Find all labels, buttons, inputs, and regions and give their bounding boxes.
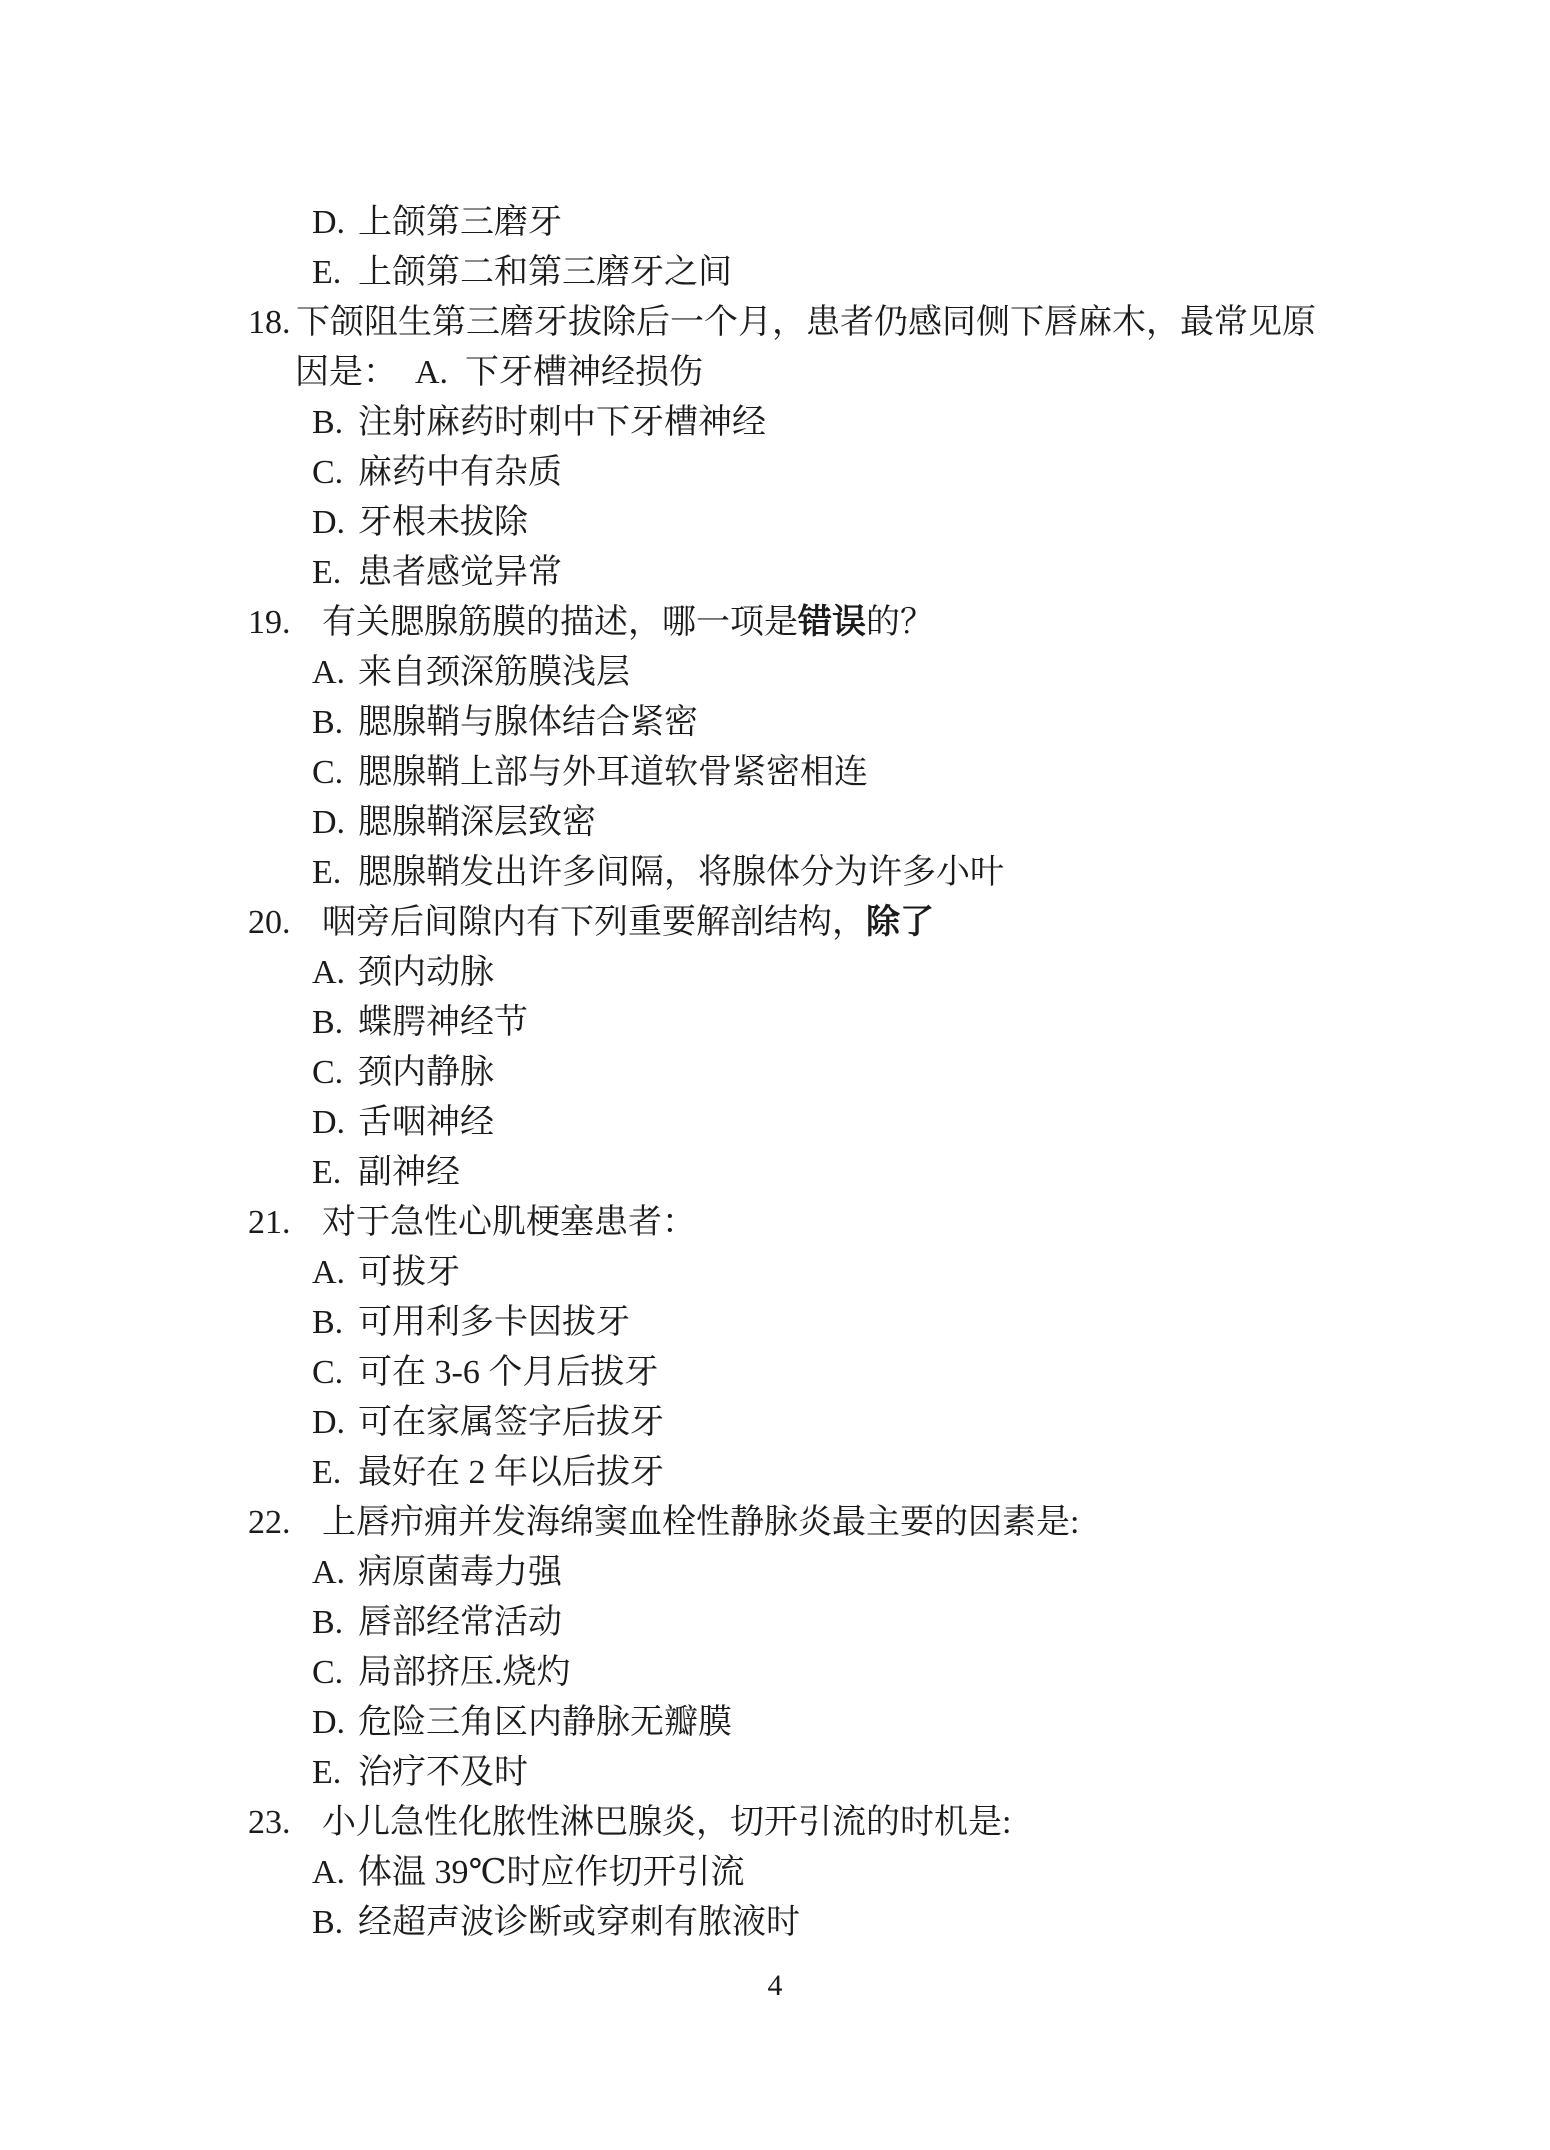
option-line	[0, 1898, 1550, 1948]
question-text: 咽旁后间隙内有下列重要解剖结构，	[322, 904, 866, 941]
option-text: 可拔牙	[358, 1254, 460, 1291]
option-letter: D.	[312, 504, 346, 541]
option-text: 麻药中有杂质	[358, 454, 562, 491]
question-text: 小儿急性化脓性淋巴腺炎，切开引流的时机是:	[322, 1804, 1012, 1841]
option-line	[0, 448, 1550, 498]
option-letter: A.	[312, 954, 346, 991]
option-line	[0, 498, 1550, 548]
option-line	[0, 998, 1550, 1048]
question-text: 下颌阻生第三磨牙拔除后一个月，患者仍感同侧下唇麻木，最常见原	[296, 304, 1316, 341]
option-line	[0, 1298, 1550, 1348]
option-letter: C.	[312, 454, 344, 491]
option-line	[0, 748, 1550, 798]
question-line	[0, 298, 1550, 348]
option-text: 可在 3-6 个月后拔牙	[358, 1354, 659, 1391]
option-text: 上颌第三磨牙	[358, 204, 562, 241]
option-letter: E.	[312, 1154, 342, 1191]
option-letter: C.	[312, 1354, 344, 1391]
question-text: 对于急性心肌梗塞患者：	[322, 1204, 696, 1241]
question-line	[0, 1498, 1550, 1548]
option-letter: A.	[415, 354, 449, 391]
option-text: 可在家属签字后拔牙	[358, 1404, 664, 1441]
option-letter: D.	[312, 1704, 346, 1741]
question-number: 18.	[248, 304, 291, 341]
question-text: 错误	[798, 604, 866, 641]
question-text: 除了	[866, 904, 934, 941]
continuation-line	[0, 348, 1550, 398]
option-text: 下牙槽神经损伤	[465, 354, 703, 391]
question-line	[0, 898, 1550, 948]
option-letter: C.	[312, 754, 344, 791]
option-line	[0, 648, 1550, 698]
option-letter: B.	[312, 404, 344, 441]
option-letter: E.	[312, 1754, 342, 1791]
option-line	[0, 198, 1550, 248]
option-letter: B.	[312, 704, 344, 741]
option-text: 唇部经常活动	[358, 1604, 562, 1641]
option-line	[0, 398, 1550, 448]
option-line	[0, 948, 1550, 998]
option-letter: D.	[312, 204, 346, 241]
option-line	[0, 1848, 1550, 1898]
option-text: 可用利多卡因拔牙	[358, 1304, 630, 1341]
option-line	[0, 798, 1550, 848]
option-line	[0, 1598, 1550, 1648]
option-text: 上颌第二和第三磨牙之间	[358, 254, 732, 291]
option-letter: E.	[312, 1454, 342, 1491]
question-number: 20.	[248, 904, 291, 941]
option-text: 病原菌毒力强	[358, 1554, 562, 1591]
option-letter: E.	[312, 554, 342, 591]
option-text: 来自颈深筋膜浅层	[358, 654, 630, 691]
option-text: 体温 39℃时应作切开引流	[358, 1854, 745, 1891]
option-text: 治疗不及时	[358, 1754, 528, 1791]
option-text: 患者感觉异常	[358, 554, 562, 591]
option-letter: B.	[312, 1604, 344, 1641]
question-list	[0, 198, 1550, 1948]
option-text: 副神经	[358, 1154, 460, 1191]
question-number: 21.	[248, 1204, 291, 1241]
question-number: 19.	[248, 604, 291, 641]
option-letter: D.	[312, 1104, 346, 1141]
question-line	[0, 598, 1550, 648]
option-text: 腮腺鞘与腺体结合紧密	[358, 704, 698, 741]
question-text: 上唇疖痈并发海绵窦血栓性静脉炎最主要的因素是:	[322, 1504, 1080, 1541]
option-letter: C.	[312, 1654, 344, 1691]
option-line	[0, 1398, 1550, 1448]
option-line	[0, 698, 1550, 748]
option-letter: C.	[312, 1054, 344, 1091]
option-text: 腮腺鞘上部与外耳道软骨紧密相连	[358, 754, 868, 791]
question-number: 22.	[248, 1504, 291, 1541]
option-line	[0, 248, 1550, 298]
page-number: 4	[767, 1969, 783, 2002]
option-text: 舌咽神经	[358, 1104, 494, 1141]
option-letter: D.	[312, 1404, 346, 1441]
question-line	[0, 1198, 1550, 1248]
option-letter: E.	[312, 254, 342, 291]
option-text: 颈内动脉	[358, 954, 494, 991]
option-letter: E.	[312, 854, 342, 891]
option-letter: A.	[312, 1254, 346, 1291]
option-line	[0, 1698, 1550, 1748]
option-letter: B.	[312, 1904, 344, 1941]
continuation-label: 因是：	[295, 354, 397, 391]
option-text: 注射麻药时刺中下牙槽神经	[358, 404, 766, 441]
option-line	[0, 548, 1550, 598]
option-letter: A.	[312, 654, 346, 691]
option-letter: B.	[312, 1304, 344, 1341]
option-line	[0, 1248, 1550, 1298]
option-line	[0, 1448, 1550, 1498]
option-line	[0, 1048, 1550, 1098]
option-text: 局部挤压.烧灼	[358, 1654, 571, 1691]
question-number: 23.	[248, 1804, 291, 1841]
option-text: 腮腺鞘深层致密	[358, 804, 596, 841]
option-text: 颈内静脉	[358, 1054, 494, 1091]
option-line	[0, 1098, 1550, 1148]
option-text: 危险三角区内静脉无瓣膜	[358, 1704, 732, 1741]
option-text: 腮腺鞘发出许多间隔，将腺体分为许多小叶	[358, 854, 1004, 891]
option-line	[0, 848, 1550, 898]
option-text: 最好在 2 年以后拔牙	[358, 1454, 664, 1491]
option-text: 蝶腭神经节	[358, 1004, 528, 1041]
option-line	[0, 1748, 1550, 1798]
question-text: 有关腮腺筋膜的描述，哪一项是	[322, 604, 798, 641]
option-line	[0, 1148, 1550, 1198]
option-text: 牙根未拔除	[358, 504, 528, 541]
option-text: 经超声波诊断或穿刺有脓液时	[358, 1904, 800, 1941]
option-line	[0, 1648, 1550, 1698]
option-letter: D.	[312, 804, 346, 841]
option-letter: A.	[312, 1854, 346, 1891]
option-letter: A.	[312, 1554, 346, 1591]
question-line	[0, 1798, 1550, 1848]
option-letter: B.	[312, 1004, 344, 1041]
option-line	[0, 1548, 1550, 1598]
option-line	[0, 1348, 1550, 1398]
question-text: 的？	[866, 604, 934, 641]
